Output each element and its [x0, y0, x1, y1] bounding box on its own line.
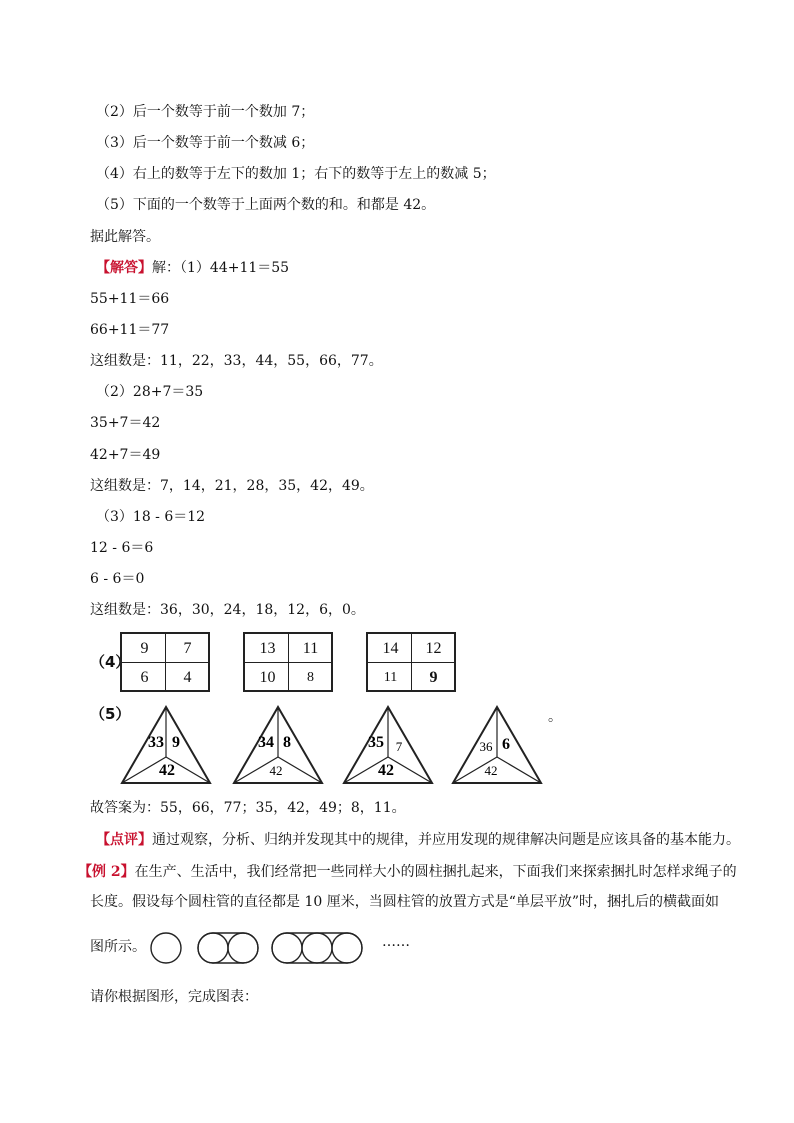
triangle-left-number: 36	[479, 739, 493, 754]
triangle-bottom-number: 42	[484, 763, 498, 778]
triangle-right-number: 8	[283, 734, 291, 751]
solution-line: 55+11＝66	[90, 291, 170, 307]
number-grid	[366, 632, 456, 692]
solution-line: 这组数是：11，22，33，44，55，66，77。	[90, 353, 383, 369]
solution-intro: 解：（1）44+11＝55	[152, 260, 290, 276]
pipe-cross-section-figure	[150, 930, 420, 970]
solution-line: 35+7＝42	[90, 415, 161, 431]
figure-5-end-mark: 。	[548, 709, 562, 725]
example-2-line-1	[78, 862, 737, 882]
number-triangle	[120, 705, 212, 785]
number-grid	[120, 632, 210, 692]
example-2-text-1: 在生产、生活中，我们经常把一些同样大小的圆柱捆扎起来，下面我们来探索捆扎时怎样求绳子的	[134, 864, 737, 880]
triangle-right-number: 9	[172, 734, 180, 751]
rule-2: （2）后一个数等于前一个数加 7；	[96, 104, 315, 120]
solution-tag: 【解答】	[96, 260, 152, 276]
number-triangle	[342, 705, 434, 785]
number-triangle	[232, 705, 324, 785]
grid-cell-bottom-left: 10	[259, 669, 276, 686]
grid-cell-top-left: 14	[382, 640, 399, 657]
grid-cell-top-left: 13	[259, 640, 276, 657]
grid-cell-top-left: 9	[140, 640, 149, 657]
solution-line: （2）28+7＝35	[96, 384, 204, 400]
single-pipe-circle	[151, 933, 181, 963]
grid-cell-bottom-right: 4	[183, 669, 192, 686]
number-triangle	[451, 705, 543, 785]
ellipsis: ……	[382, 934, 410, 950]
example-2-tag: 【例 2】	[78, 864, 135, 880]
grid-cell-bottom-left: 6	[140, 669, 149, 686]
solution-line: 42+7＝49	[90, 447, 161, 463]
triangle-left-number: 34	[258, 734, 274, 751]
three-pipe-bundle	[272, 933, 362, 963]
rule-4: （4）右上的数等于左下的数加 1；右下的数等于左上的数减 5；	[96, 166, 496, 182]
rule-3: （3）后一个数等于前一个数减 6；	[96, 135, 315, 151]
triangle-right-number: 6	[502, 736, 510, 753]
triangle-left-number: 35	[368, 734, 384, 751]
grid-cell-top-right: 7	[183, 640, 192, 657]
number-grid	[243, 632, 333, 692]
accordingly-text: 据此解答。	[90, 229, 160, 245]
triangle-bottom-number: 42	[378, 762, 394, 779]
figure-4-label: （4）	[90, 653, 131, 671]
grid-cell-top-right: 12	[425, 640, 442, 657]
review-line	[96, 830, 740, 850]
example-2-line-2: 长度。假设每个圆柱管的直径都是 10 厘米，当圆柱管的放置方式是“单层平放”时，捆扎后的横截面如	[90, 894, 720, 910]
review-text: 通过观察，分析、归纳并发现其中的规律，并应用发现的规律解决问题是应该具备的基本能力。	[152, 832, 740, 848]
grid-cell-bottom-left: 11	[383, 670, 398, 685]
triangle-left-number: 33	[148, 734, 164, 751]
answer-text: 故答案为：55，66，77；35，42，49；8，11。	[90, 800, 406, 816]
triangle-bottom-number: 42	[159, 762, 175, 779]
solution-intro-line	[96, 258, 289, 278]
grid-cell-bottom-right: 8	[307, 670, 314, 685]
grid-cell-bottom-right: 9	[429, 669, 438, 686]
grid-cell-top-right: 11	[302, 640, 319, 657]
solution-line: 12 - 6＝6	[90, 540, 154, 556]
solution-line: 66+11＝77	[90, 322, 170, 338]
review-tag: 【点评】	[96, 832, 152, 848]
solution-line: 6 - 6＝0	[90, 571, 145, 587]
rule-5: （5）下面的一个数等于上面两个数的和。和都是 42。	[96, 197, 436, 213]
triangle-right-number: 7	[395, 739, 403, 754]
solution-line: （3）18 - 6＝12	[96, 509, 206, 525]
triangle-bottom-number: 42	[269, 763, 283, 778]
example-2-line-3: 图所示。	[90, 939, 146, 955]
figure-5-label: （5）	[90, 705, 131, 723]
example-2-prompt: 请你根据图形，完成图表：	[90, 989, 258, 1005]
solution-line: 这组数是：7，14，21，28，35，42，49。	[90, 478, 374, 494]
two-pipe-bundle	[198, 933, 258, 963]
solution-line: 这组数是：36，30，24，18，12，6，0。	[90, 602, 365, 618]
